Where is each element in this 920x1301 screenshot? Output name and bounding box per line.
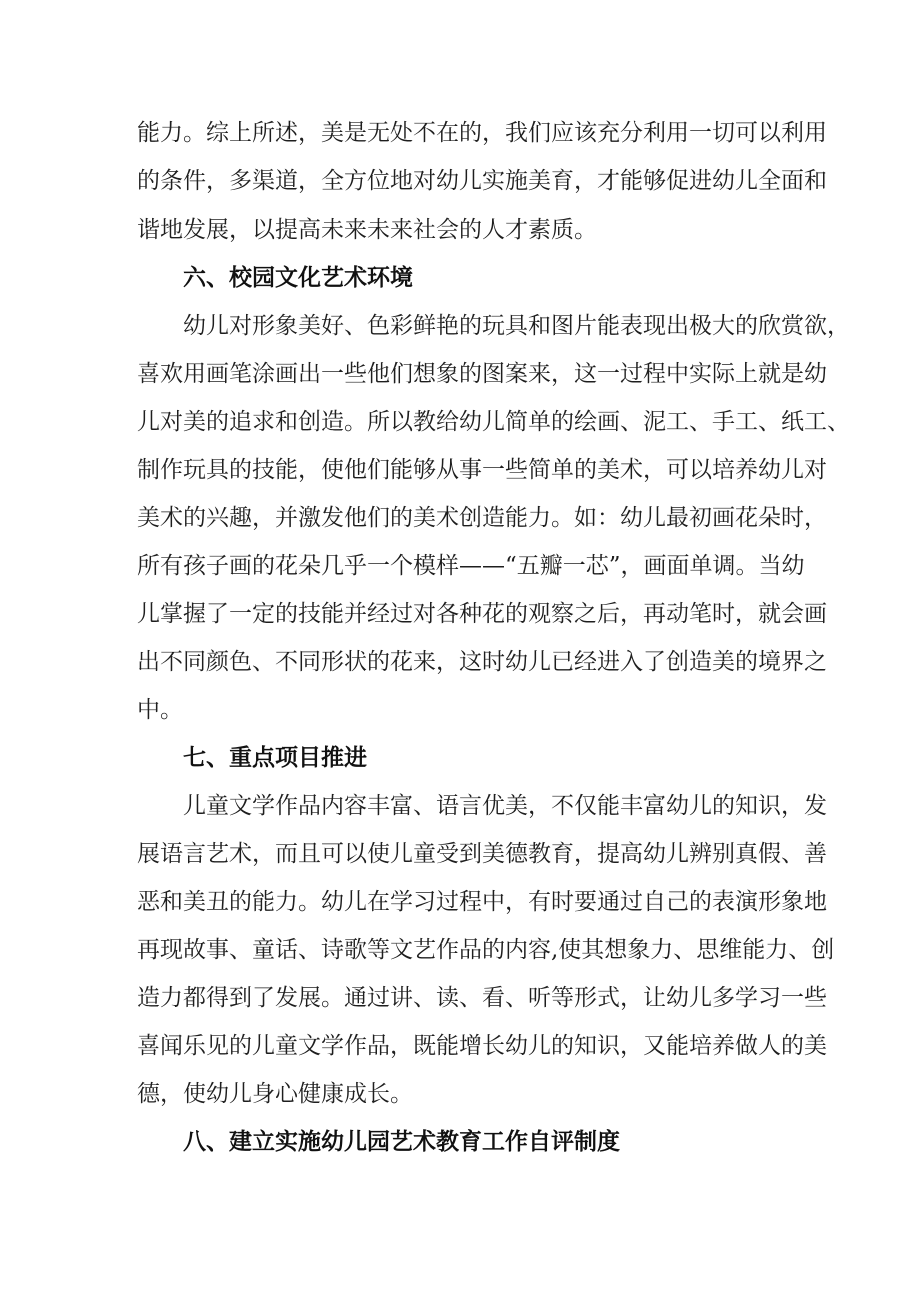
section-7-line-7: 德，使幼儿身心健康成长。 [137,1081,413,1107]
section-6-line-4: 制作玩具的技能，使他们能够从事一些简单的美术，可以培养幼儿对 [137,457,827,483]
section-6-line-1: 幼儿对形象美好、色彩鲜艳的玩具和图片能表现出极大的欣赏欲， [183,313,850,339]
section-7-heading: 七、重点项目推进 [183,745,367,771]
section-6-line-3: 儿对美的追求和创造。所以教给幼儿简单的绘画、泥工、手工、纸工、 [137,409,850,435]
section-7-line-3: 恶和美丑的能力。幼儿在学习过程中，有时要通过自己的表演形象地 [137,889,827,915]
section-7-line-1: 儿童文学作品内容丰富、语言优美，不仅能丰富幼儿的知识，发 [183,793,827,819]
section-6-line-2: 喜欢用画笔涂画出一些他们想象的图案来，这一过程中实际上就是幼 [137,361,827,387]
intro-line-1: 能力。综上所述，美是无处不在的，我们应该充分利用一切可以利用 [137,120,827,146]
section-6-line-7: 儿掌握了一定的技能并经过对各种花的观察之后，再动笔时，就会画 [137,601,827,627]
section-7-line-2: 展语言艺术，而且可以使儿童受到美德教育，提高幼儿辨别真假、善 [137,841,827,867]
section-6-heading: 六、校园文化艺术环境 [183,265,413,291]
section-6-line-9: 中。 [137,697,183,723]
section-6-line-8: 出不同颜色、不同形状的花来，这时幼儿已经进入了创造美的境界之 [137,649,827,675]
section-6-line-5: 美术的兴趣，并激发他们的美术创造能力。如：幼儿最初画花朵时， [137,505,827,531]
section-8-heading: 八、建立实施幼儿园艺术教育工作自评制度 [183,1129,620,1155]
section-7-line-6: 喜闻乐见的儿童文学作品，既能增长幼儿的知识，又能培养做人的美 [137,1033,827,1059]
section-6-line-6: 所有孩子画的花朵几乎一个模样——“五瓣一芯”，画面单调。当幼 [137,553,805,579]
intro-line-2: 的条件，多渠道，全方位地对幼儿实施美育，才能够促进幼儿全面和 [137,168,827,194]
section-7-line-4: 再现故事、童话、诗歌等文艺作品的内容,使其想象力、思维能力、创 [137,937,835,963]
section-7-line-5: 造力都得到了发展。通过讲、读、看、听等形式，让幼儿多学习一些 [137,985,827,1011]
intro-line-3: 谐地发展，以提高未来未来社会的人才素质。 [137,217,597,243]
